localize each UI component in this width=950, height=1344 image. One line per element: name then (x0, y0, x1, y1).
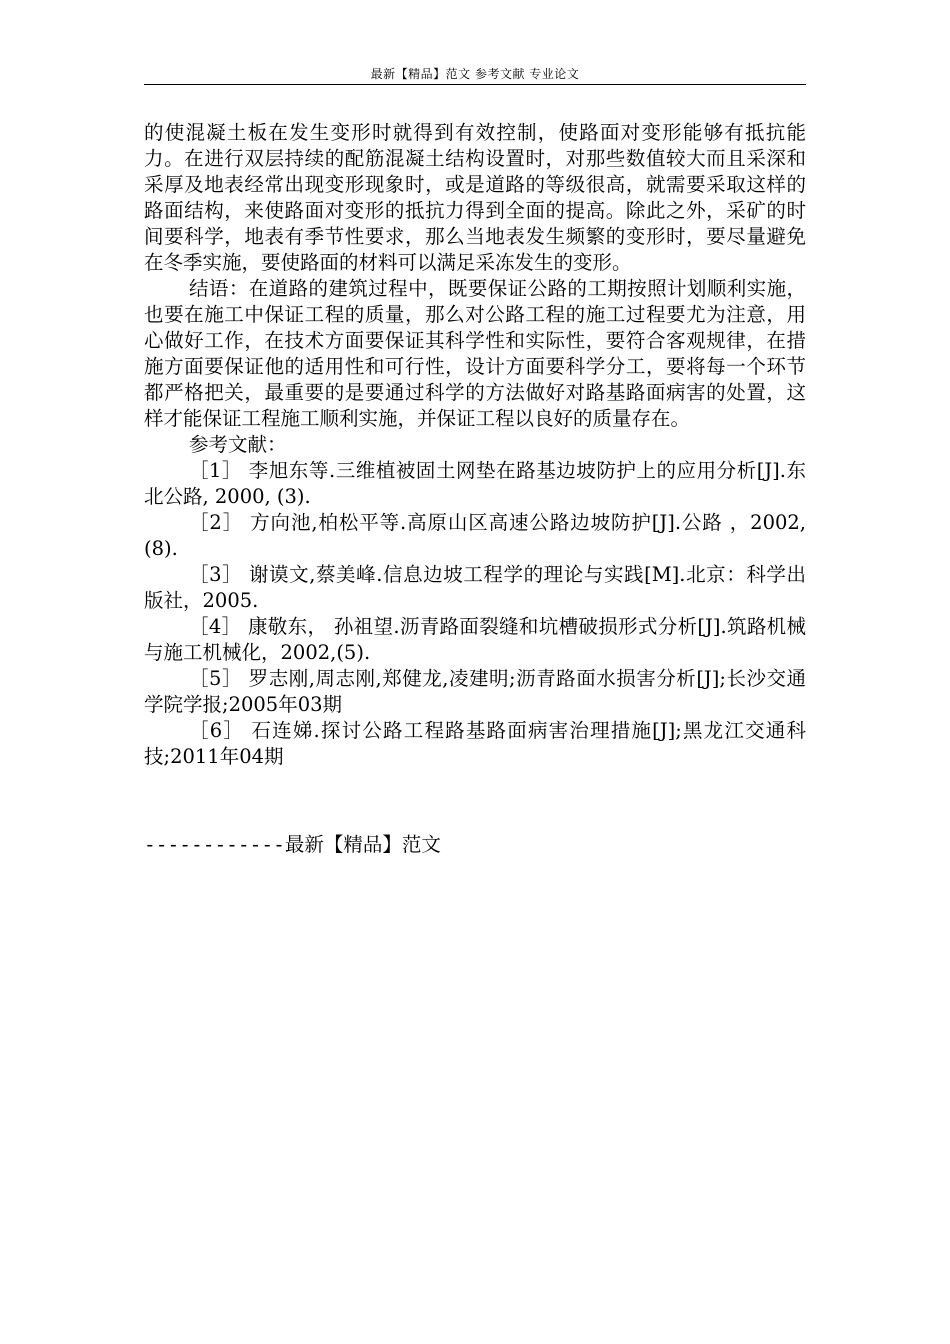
footer-label: 最新【精品】范文 (284, 833, 441, 856)
reference-item-5: ［5］ 罗志刚,周志刚,郑健龙,凌建明;沥青路面水损害分析[J];长沙交通学院学报;2005年03期 (144, 667, 806, 716)
body-paragraph-conclusion: 结语：在道路的建筑过程中，既要保证公路的工期按照计划顺利实施，也要在施工中保证工程的质量，那么对公路工程的施工过程要尤为注意，用心做好工作，在技术方面要保证其科学性和实际性，要符合客观规律，在措施方面要保证他的适用性和可行性，设计方面要科学分工，要将每一个环节都严格把关，最重要的是要通过科学的方法做好对路基路面病害的处置，这样才能保证工程施工顺利实施，并保证工程以良好的质量存在。 (144, 277, 806, 430)
reference-item-4: ［4］ 康敬东， 孙祖望.沥青路面裂缝和坑槽破损形式分析[J].筑路机械与施工机械化，2002,(5). (144, 615, 806, 664)
references-heading: 参考文献： (189, 433, 287, 456)
footer-dashes: ------------ (144, 833, 285, 856)
reference-item-2: ［2］ 方向池,柏松平等.高原山区高速公路边坡防护[J].公路 ，2002,(8). (144, 511, 806, 560)
reference-item-3: ［3］ 谢谟文,蔡美峰.信息边坡工程学的理论与实践[M].北京：科学出版社，2005. (144, 563, 806, 612)
reference-item-1: ［1］ 李旭东等.三维植被固土网垫在路基边坡防护上的应用分析[J].东北公路, 2000, (3). (144, 459, 806, 508)
reference-item-6: ［6］ 石连娣.探讨公路工程路基路面病害治理措施[J];黑龙江交通科技;2011年04期 (144, 719, 806, 768)
document-body (144, 120, 806, 770)
body-paragraph-1: 的使混凝土板在发生变形时就得到有效控制，使路面对变形能够有抵抗能力。在进行双层持续的配筋混凝土结构设置时，对那些数值较大而且采深和采厚及地表经常出现变形现象时，或是道路的等级很高，就需要采取这样的路面结构，来使路面对变形的抵抗力得到全面的提高。除此之外，采矿的时间要科学，地表有季节性要求，那么当地表发生频繁的变形时，要尽量避免在冬季实施，要使路面的材料可以满足采冻发生的变形。 (144, 121, 806, 274)
header-rule (144, 84, 806, 85)
page-footer (144, 832, 441, 858)
page-header: 最新【精品】范文 参考文献 专业论文 (370, 67, 580, 81)
